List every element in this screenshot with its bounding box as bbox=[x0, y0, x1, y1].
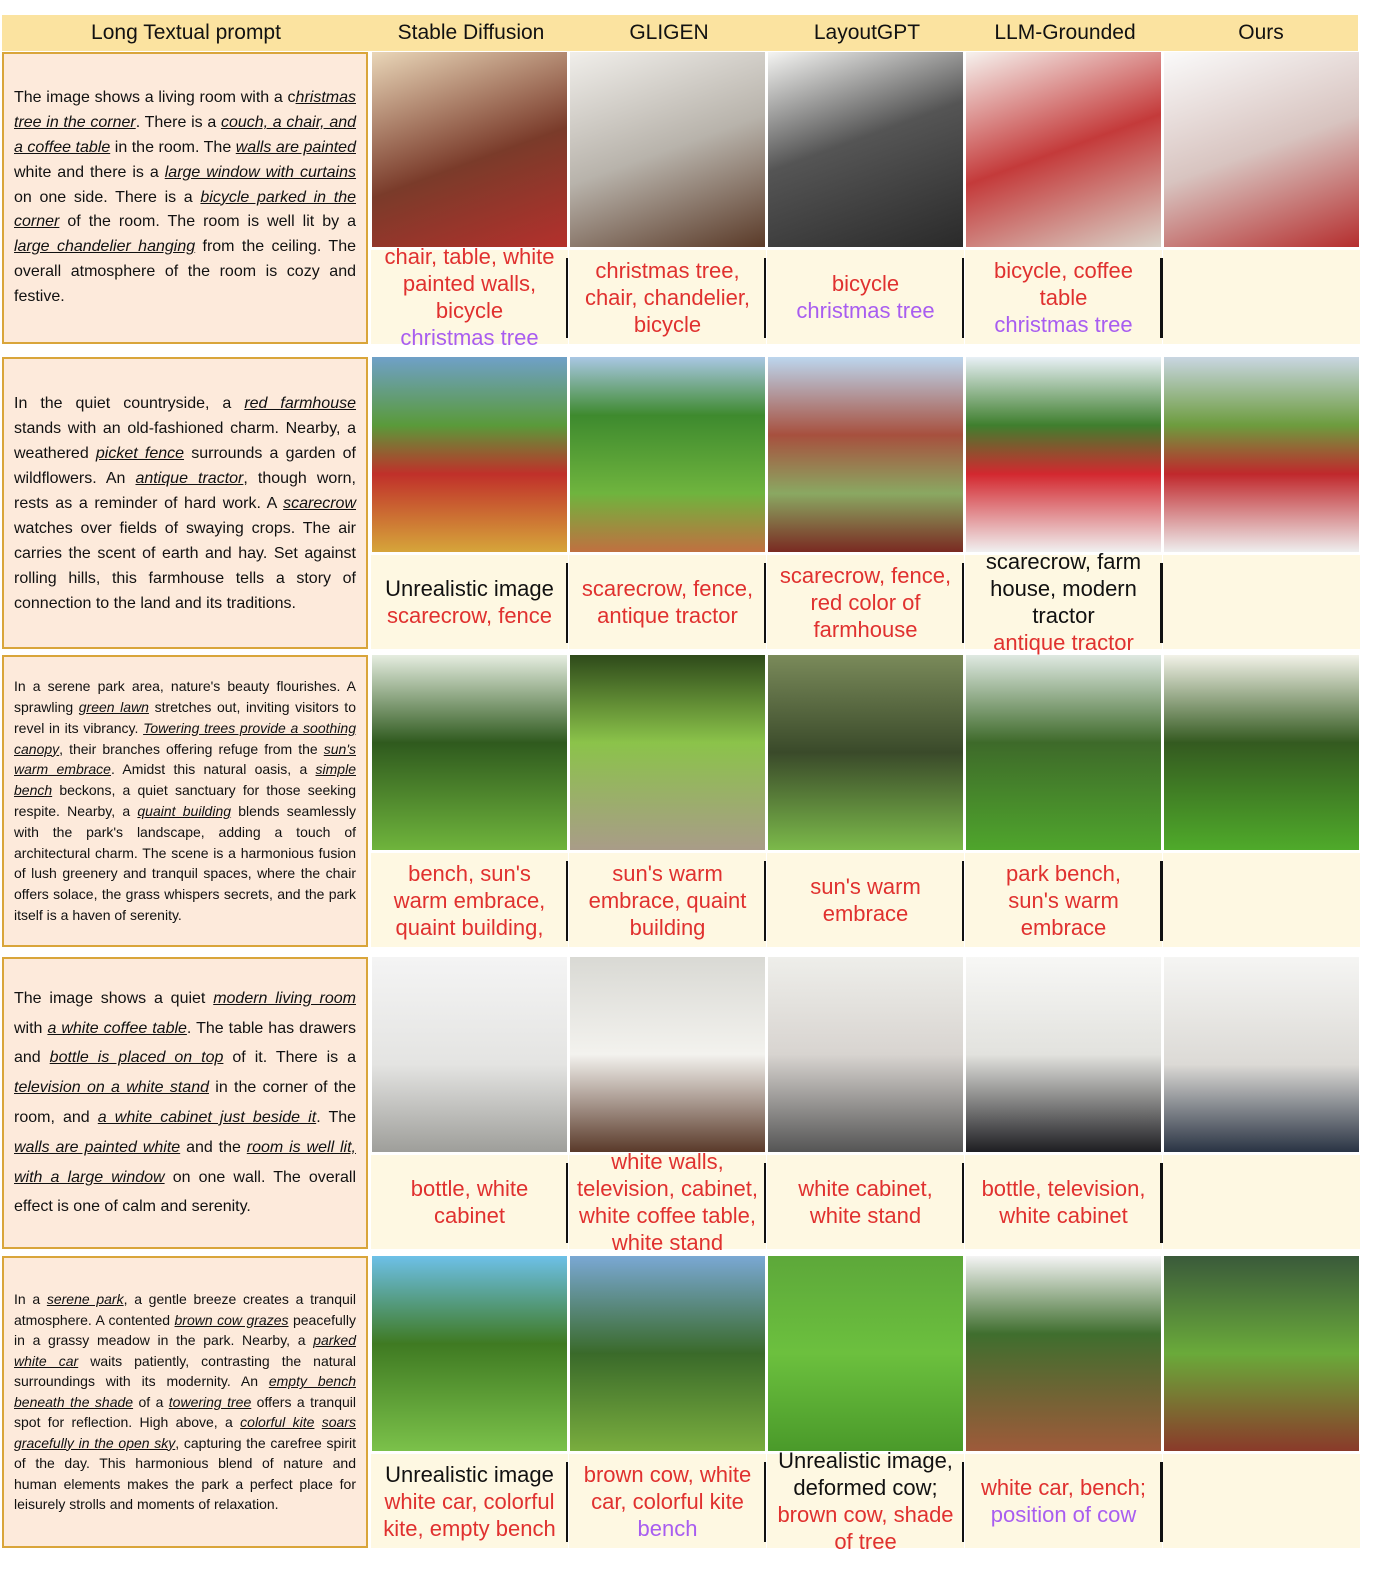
caption-line: white walls, bbox=[611, 1149, 724, 1174]
header-llm-grounded: LLM-Grounded bbox=[994, 21, 1136, 44]
caption-divider bbox=[566, 1163, 568, 1243]
generated-image-ours bbox=[1164, 52, 1359, 247]
prompt-segment: beckons, a quiet sanctuary for those seeking respite. Nearby, a bbox=[14, 782, 356, 819]
grounded-phrase: picket fence bbox=[95, 444, 185, 462]
caption-line: antique tractor bbox=[597, 603, 738, 628]
caption-layoutgpt bbox=[767, 1448, 964, 1554]
caption-line: antique tractor bbox=[993, 630, 1134, 655]
header-ours: Ours bbox=[1238, 21, 1284, 44]
caption-line: Unrealistic image bbox=[385, 576, 554, 601]
caption-divider bbox=[566, 861, 568, 941]
prompt-segment: , capturing the carefree spirit of the day. This harmonious blend of nature and human elements makes the park a perfect place for leisurely strolls and moments of relaxation. bbox=[14, 1434, 356, 1513]
prompt-segment: of the room. The room is well lit by a bbox=[59, 213, 356, 231]
grounded-phrase: television on a white stand bbox=[14, 1079, 209, 1097]
comparison-row bbox=[0, 655, 1376, 951]
caption-line: bottle, white bbox=[410, 1176, 529, 1201]
caption-line: brown cow, white bbox=[583, 1461, 752, 1487]
caption-line: christmas tree bbox=[994, 311, 1133, 337]
generated-image-stable-diffusion bbox=[372, 52, 567, 247]
grounded-phrase: quaint building bbox=[137, 803, 232, 819]
caption-layoutgpt bbox=[767, 555, 964, 649]
caption-stable-diffusion bbox=[371, 244, 568, 350]
caption-stable-diffusion bbox=[371, 1454, 568, 1548]
caption-stable-diffusion bbox=[371, 1155, 568, 1249]
caption-layoutgpt bbox=[767, 1155, 964, 1249]
caption-line: white stand bbox=[809, 1203, 922, 1228]
caption-line: scarecrow, fence, bbox=[779, 562, 952, 588]
grounded-phrase: antique tractor bbox=[135, 469, 244, 487]
caption-llm-grounded bbox=[965, 250, 1162, 344]
grounded-phrase: towering tree bbox=[168, 1393, 252, 1410]
caption-line: christmas tree bbox=[796, 298, 935, 323]
grounded-phrase: bicycle parked in the corner bbox=[14, 188, 357, 231]
prompt-segment: on one wall. The overall effect is one of calm and serenity. bbox=[14, 1168, 357, 1216]
grounded-phrase: scarecrow bbox=[283, 494, 356, 512]
caption-ours bbox=[1163, 250, 1360, 344]
prompt-segment: . There is a bbox=[135, 114, 221, 132]
caption-divider bbox=[962, 258, 964, 338]
grounded-phrase: couch, a chair, and a coffee table bbox=[14, 114, 357, 156]
caption-divider bbox=[1161, 563, 1163, 643]
generated-image-stable-diffusion bbox=[372, 655, 567, 850]
prompt-segment: on one side. There is a bbox=[14, 188, 201, 206]
caption-ours bbox=[1163, 1454, 1360, 1548]
prompt-text bbox=[14, 676, 356, 926]
grounded-phrase: walls are painted white bbox=[14, 1138, 181, 1156]
generated-image-llm-grounded bbox=[966, 1256, 1161, 1451]
prompt-segment: stands with an old-fashioned charm. Nearby, a weathered bbox=[14, 419, 356, 462]
caption-llm-grounded bbox=[965, 853, 1162, 947]
grounded-phrase: simple bench bbox=[14, 761, 356, 799]
caption-line: scarecrow, fence bbox=[386, 603, 553, 628]
generated-image-ours bbox=[1164, 1256, 1359, 1451]
caption-line: red color of bbox=[810, 589, 921, 615]
prompt-segment: from the ceiling. The overall atmosphere of the room is cozy and festive. bbox=[14, 238, 356, 305]
caption-line: deformed cow; bbox=[793, 1475, 938, 1500]
prompt-segment: . Amidst this natural oasis, a bbox=[110, 761, 316, 778]
caption-llm-grounded bbox=[965, 1155, 1162, 1249]
caption-line: sun's warm bbox=[810, 874, 921, 899]
prompt-segment: in the corner of the room, and bbox=[14, 1079, 357, 1126]
prompt-segment: white and there is a bbox=[14, 163, 165, 181]
caption-line: bicycle bbox=[633, 311, 702, 337]
grounded-phrase: parked white car bbox=[14, 1332, 356, 1369]
caption-divider bbox=[1161, 258, 1163, 338]
caption-line: christmas tree, bbox=[595, 257, 740, 283]
header-row bbox=[2, 15, 1358, 51]
caption-divider bbox=[566, 258, 568, 338]
caption-line: of tree bbox=[834, 1529, 897, 1554]
caption-line: white cabinet bbox=[999, 1203, 1128, 1228]
generated-image-llm-grounded bbox=[966, 655, 1161, 850]
prompt-segment: blends seamlessly with the park's landscape, adding a touch of architectural charm. The scene is a harmonious fusion of lush greenery and tranquil spaces, where the chair offers solace, the grass whispers secrets, and the park itself is a haven of serenity. bbox=[14, 803, 356, 923]
caption-line: park bench, bbox=[1006, 860, 1121, 886]
caption-divider bbox=[566, 563, 568, 643]
caption-divider bbox=[764, 1462, 766, 1542]
caption-line: bench bbox=[637, 1515, 698, 1541]
prompt-segment: , though worn, rests as a reminder of hard work. A bbox=[14, 469, 356, 512]
caption-line: chair, table, white bbox=[384, 244, 555, 269]
caption-divider bbox=[764, 563, 766, 643]
prompt-segment: offers a tranquil spot for reflection. High above, a bbox=[14, 1393, 356, 1431]
caption-line: white stand bbox=[611, 1230, 724, 1255]
caption-stable-diffusion bbox=[371, 555, 568, 649]
generated-image-stable-diffusion bbox=[372, 957, 567, 1152]
comparison-row bbox=[0, 1256, 1376, 1552]
prompt-box bbox=[2, 1256, 368, 1548]
caption-line: embrace, quaint bbox=[588, 887, 747, 913]
prompt-segment: peacefully in a grassy meadow in the park. Nearby, a bbox=[14, 1311, 357, 1349]
caption-gligen bbox=[569, 555, 766, 649]
caption-divider bbox=[764, 258, 766, 338]
generated-image-layoutgpt bbox=[768, 1256, 963, 1451]
prompt-segment: of it. There is a bbox=[223, 1049, 357, 1067]
caption-line: building bbox=[629, 914, 706, 940]
caption-divider bbox=[962, 861, 964, 941]
grounded-phrase: sun's warm embrace bbox=[14, 740, 356, 778]
prompt-segment: . The table has drawers and bbox=[14, 1019, 356, 1067]
caption-line: bicycle, coffee bbox=[993, 257, 1133, 283]
prompt-segment: watches over fields of swaying crops. The air carries the scent of earth and hay. Set against rolling hills, this farmhouse tells a story of connection to the land and its traditions. bbox=[14, 519, 356, 612]
header-stable-diffusion: Stable Diffusion bbox=[397, 21, 545, 44]
grounded-phrase: empty bench beneath the shade bbox=[14, 1373, 356, 1410]
caption-line: house, modern bbox=[990, 576, 1137, 601]
prompt-segment: in the room. The bbox=[110, 139, 236, 156]
caption-line: television, cabinet, bbox=[577, 1176, 758, 1201]
caption-line: painted walls, bbox=[402, 271, 537, 296]
caption-line: chair, chandelier, bbox=[584, 284, 751, 310]
generated-image-stable-diffusion bbox=[372, 357, 567, 552]
comparison-row bbox=[0, 52, 1376, 348]
prompt-segment: . The bbox=[316, 1109, 357, 1126]
generated-image-layoutgpt bbox=[768, 357, 963, 552]
caption-line: bench, sun's bbox=[408, 860, 531, 886]
caption-line: bicycle bbox=[435, 298, 504, 323]
caption-line: kite, empty bench bbox=[383, 1515, 556, 1541]
caption-llm-grounded bbox=[965, 549, 1162, 655]
caption-gligen bbox=[569, 853, 766, 947]
caption-gligen bbox=[569, 250, 766, 344]
prompt-segment: In a bbox=[14, 1291, 47, 1308]
caption-gligen bbox=[569, 1454, 766, 1548]
caption-divider bbox=[962, 1163, 964, 1243]
grounded-phrase: a white cabinet just beside it bbox=[97, 1109, 317, 1126]
prompt-box bbox=[2, 957, 368, 1249]
generated-image-gligen bbox=[570, 957, 765, 1152]
caption-line: embrace bbox=[822, 901, 909, 926]
comparison-row bbox=[0, 357, 1376, 653]
caption-line: white cabinet, bbox=[798, 1176, 933, 1201]
caption-line: sun's warm bbox=[612, 860, 723, 886]
generated-image-gligen bbox=[570, 1256, 765, 1451]
header-gligen: GLIGEN bbox=[629, 21, 709, 44]
caption-line: car, colorful kite bbox=[591, 1488, 744, 1514]
caption-divider bbox=[1161, 861, 1163, 941]
caption-line: bicycle bbox=[831, 271, 900, 296]
caption-line: white car, colorful bbox=[384, 1488, 555, 1514]
caption-divider bbox=[962, 563, 964, 643]
generated-image-gligen bbox=[570, 655, 765, 850]
grounded-phrase: green lawn bbox=[78, 699, 149, 716]
comparison-row bbox=[0, 957, 1376, 1253]
prompt-segment: surrounds a garden of wildflowers. An bbox=[14, 444, 356, 487]
caption-line: quaint building, bbox=[395, 914, 544, 940]
prompt-text bbox=[14, 86, 356, 309]
caption-line: sun's warm bbox=[1008, 887, 1119, 913]
caption-line: cabinet bbox=[434, 1203, 505, 1228]
caption-line: tractor bbox=[1032, 603, 1095, 628]
generated-image-layoutgpt bbox=[768, 52, 963, 247]
caption-divider bbox=[764, 1163, 766, 1243]
caption-line: brown cow, shade bbox=[777, 1502, 954, 1527]
caption-layoutgpt bbox=[767, 250, 964, 344]
generated-image-llm-grounded bbox=[966, 357, 1161, 552]
header-prompt: Long Textual prompt bbox=[91, 21, 281, 44]
generated-image-llm-grounded bbox=[966, 52, 1161, 247]
prompt-segment: with bbox=[14, 1019, 48, 1037]
caption-gligen bbox=[569, 1149, 766, 1255]
caption-line: Unrealistic image bbox=[385, 1461, 554, 1487]
caption-line: position of cow bbox=[990, 1502, 1137, 1527]
grounded-phrase: large window with curtains bbox=[164, 163, 357, 181]
generated-image-ours bbox=[1164, 357, 1359, 552]
caption-line: farmhouse bbox=[813, 616, 918, 642]
prompt-box bbox=[2, 357, 368, 649]
caption-ours bbox=[1163, 853, 1360, 947]
caption-line: embrace bbox=[1020, 914, 1107, 940]
caption-ours bbox=[1163, 1155, 1360, 1249]
grounded-phrase: modern living room bbox=[213, 989, 356, 1007]
prompt-segment: The image shows a quiet bbox=[14, 989, 214, 1007]
prompt-segment: stretches out, inviting visitors to revel in its vibrancy. bbox=[14, 699, 356, 736]
prompt-segment: In the quiet countryside, a bbox=[14, 394, 245, 412]
prompt-segment: , a gentle breeze creates a tranquil atmosphere. A contented bbox=[14, 1291, 357, 1328]
grounded-phrase: hristmas tree in the corner bbox=[14, 89, 356, 132]
grounded-phrase: colorful kite bbox=[240, 1414, 315, 1431]
grounded-phrase: Towering trees provide a soothing canopy bbox=[14, 719, 356, 757]
caption-divider bbox=[764, 861, 766, 941]
caption-ours bbox=[1163, 555, 1360, 649]
caption-stable-diffusion bbox=[371, 853, 568, 947]
caption-divider bbox=[566, 1462, 568, 1542]
generated-image-layoutgpt bbox=[768, 655, 963, 850]
grounded-phrase: walls are painted bbox=[235, 139, 356, 156]
caption-line: bottle, television, bbox=[981, 1176, 1146, 1201]
generated-image-ours bbox=[1164, 957, 1359, 1152]
caption-line: Unrealistic image, bbox=[778, 1448, 953, 1473]
prompt-segment: and the bbox=[180, 1138, 247, 1156]
generated-image-stable-diffusion bbox=[372, 1256, 567, 1451]
grounded-phrase: soars gracefully in the open sky bbox=[14, 1414, 356, 1451]
generated-image-ours bbox=[1164, 655, 1359, 850]
prompt-text bbox=[14, 1289, 356, 1515]
prompt-box bbox=[2, 655, 368, 947]
prompt-segment: In a serene park area, nature's beauty flourishes. A sprawling bbox=[14, 678, 356, 716]
grounded-phrase: red farmhouse bbox=[244, 394, 357, 412]
prompt-segment: The image shows a living room with a c bbox=[14, 89, 296, 107]
generated-image-gligen bbox=[570, 52, 765, 247]
grounded-phrase: room is well lit, with a large window bbox=[14, 1138, 356, 1186]
caption-divider bbox=[962, 1462, 964, 1542]
prompt-segment: , their branches offering refuge from the bbox=[59, 740, 324, 757]
grounded-phrase: a white coffee table bbox=[47, 1019, 187, 1037]
caption-line: scarecrow, fence, bbox=[581, 576, 754, 601]
grounded-phrase: brown cow grazes bbox=[174, 1311, 289, 1328]
prompt-segment: of a bbox=[133, 1393, 169, 1410]
caption-llm-grounded bbox=[965, 1454, 1162, 1548]
generated-image-layoutgpt bbox=[768, 957, 963, 1152]
grounded-phrase: large chandelier hanging bbox=[14, 238, 196, 256]
header-layoutgpt: LayoutGPT bbox=[813, 21, 921, 44]
caption-divider bbox=[1161, 1163, 1163, 1243]
prompt-box bbox=[2, 52, 368, 344]
grounded-phrase: bottle is placed on top bbox=[49, 1049, 224, 1067]
generated-image-gligen bbox=[570, 357, 765, 552]
prompt-text bbox=[14, 984, 356, 1222]
prompt-segment: waits patiently, contrasting the natural surroundings with its modernity. An bbox=[14, 1352, 356, 1390]
caption-line: warm embrace, bbox=[393, 887, 546, 913]
caption-line: table bbox=[1039, 284, 1088, 310]
grounded-phrase: serene park bbox=[46, 1291, 124, 1308]
caption-layoutgpt bbox=[767, 853, 964, 947]
caption-line: christmas tree bbox=[400, 325, 539, 350]
caption-line: scarecrow, farm bbox=[985, 549, 1142, 574]
caption-line: white coffee table, bbox=[579, 1203, 756, 1228]
prompt-segment bbox=[314, 1414, 321, 1430]
caption-divider bbox=[1161, 1462, 1163, 1542]
caption-line: white car, bench; bbox=[980, 1475, 1147, 1500]
generated-image-llm-grounded bbox=[966, 957, 1161, 1152]
prompt-text bbox=[14, 391, 356, 616]
